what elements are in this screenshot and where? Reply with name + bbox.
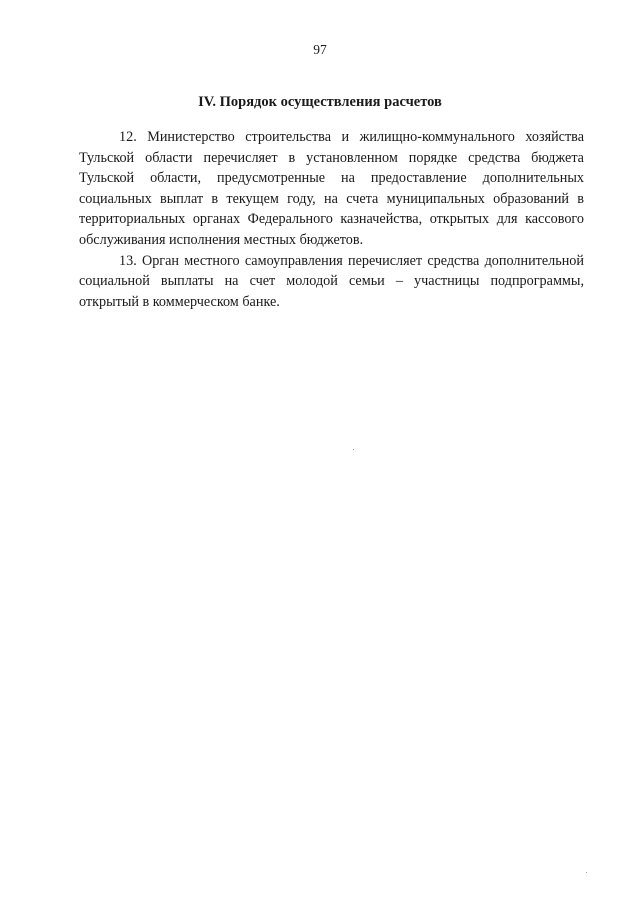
scan-speck <box>586 872 587 873</box>
body-text <box>79 127 584 312</box>
scan-speck <box>353 449 354 450</box>
page-number: 97 <box>313 42 327 57</box>
section-heading: IV. Порядок осуществления расчетов <box>198 94 442 110</box>
paragraph-12: 12. Министерство строительства и жилищно-коммунального хозяйства Тульской области перечисляет в установленном порядке средства бюджета Тульской области, предусмотренные на предоставление дополнительных социальных выплат в текущем году, на счета муниципальных образований в территориальных органах Федерального казначейства, открытых для кассового обслуживания исполнения местных бюджетов. <box>79 129 584 248</box>
paragraph-13: 13. Орган местного самоуправления перечисляет средства дополнительной социальной выплаты на счет молодой семьи – участницы подпрограммы, открытый в коммерческом банке. <box>79 252 584 310</box>
